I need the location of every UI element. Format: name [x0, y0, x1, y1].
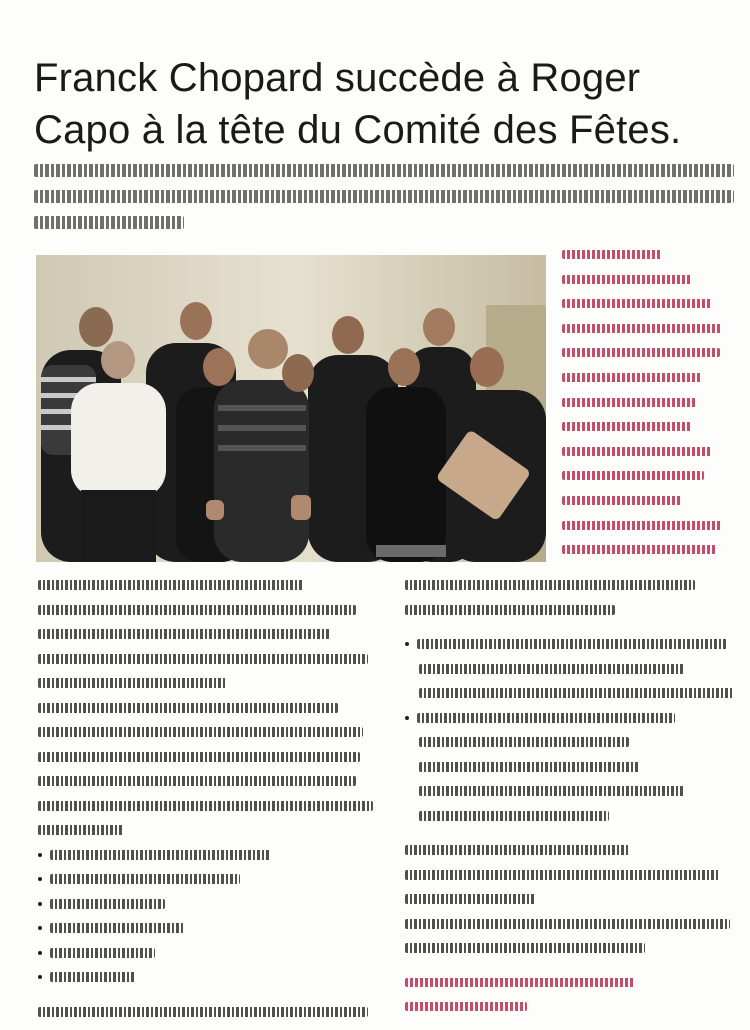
- body-line: [405, 580, 695, 590]
- bullet-item: [38, 972, 378, 982]
- caption-line: [562, 496, 682, 505]
- lede-line: [34, 164, 734, 177]
- caption-line: [562, 250, 662, 259]
- bullet-text: [50, 874, 240, 884]
- body-line: [419, 811, 609, 821]
- body-line: [38, 752, 360, 762]
- body-line: [405, 894, 535, 904]
- caption-line: [562, 398, 697, 407]
- body-line: [38, 703, 338, 713]
- bullet-item: [405, 639, 735, 649]
- bullet-text: [50, 948, 155, 958]
- article-lede: [34, 164, 734, 242]
- body-line: [405, 870, 720, 880]
- body-line: [38, 825, 123, 835]
- caption-line: [562, 348, 720, 357]
- bullet-dot: [405, 642, 409, 646]
- photo-caption: [562, 250, 734, 564]
- bullet-dot: [38, 926, 42, 930]
- caption-line: [562, 447, 712, 456]
- bullet-item: [38, 850, 378, 860]
- body-line: [419, 762, 639, 772]
- bullet-item: [405, 713, 735, 723]
- bullet-dot: [38, 902, 42, 906]
- bullet-text: [50, 850, 270, 860]
- bullet-dot: [38, 877, 42, 881]
- bullet-text: [50, 923, 185, 933]
- bullet-text: [50, 899, 165, 909]
- body-line: [419, 737, 629, 747]
- article-headline: Franck Chopard succède à Roger Capo à la tête du Comité des Fêtes.: [34, 56, 682, 152]
- body-line: [419, 786, 684, 796]
- caption-line: [562, 471, 704, 480]
- bullet-text: [50, 972, 135, 982]
- group-photo: [36, 255, 546, 562]
- body-line: [38, 1007, 368, 1017]
- author-signature: [405, 978, 735, 1021]
- body-line: [405, 919, 730, 929]
- article-body-left: [38, 580, 378, 1020]
- body-line: [405, 605, 615, 615]
- signature-line: [405, 978, 635, 987]
- body-line: [405, 943, 645, 953]
- body-line: [38, 727, 363, 737]
- body-line: [38, 580, 303, 590]
- bullet-dot: [405, 716, 409, 720]
- body-line: [38, 776, 356, 786]
- bullet-item: [38, 948, 378, 958]
- body-line: [419, 664, 684, 674]
- bullet-dot: [38, 975, 42, 979]
- bullet-item: [38, 874, 378, 884]
- bullet-item: [38, 899, 378, 909]
- caption-line: [562, 275, 692, 284]
- caption-line: [562, 521, 722, 530]
- group-photo-image: [36, 255, 546, 562]
- bullet-dot: [38, 853, 42, 857]
- article-body-right: [405, 580, 735, 1020]
- bullet-text: [417, 713, 675, 723]
- bullet-item: [38, 923, 378, 933]
- bullet-text: [417, 639, 727, 649]
- body-line: [405, 845, 630, 855]
- caption-line: [562, 422, 692, 431]
- caption-line: [562, 545, 717, 554]
- body-line: [38, 654, 368, 664]
- body-line: [38, 605, 356, 615]
- body-line: [38, 629, 330, 639]
- caption-line: [562, 324, 722, 333]
- lede-line: [34, 216, 184, 229]
- lede-line: [34, 190, 734, 203]
- bullet-dot: [38, 951, 42, 955]
- caption-line: [562, 373, 702, 382]
- body-line: [38, 801, 373, 811]
- signature-line: [405, 1002, 527, 1011]
- caption-line: [562, 299, 712, 308]
- body-line: [38, 678, 226, 688]
- body-line: [419, 688, 734, 698]
